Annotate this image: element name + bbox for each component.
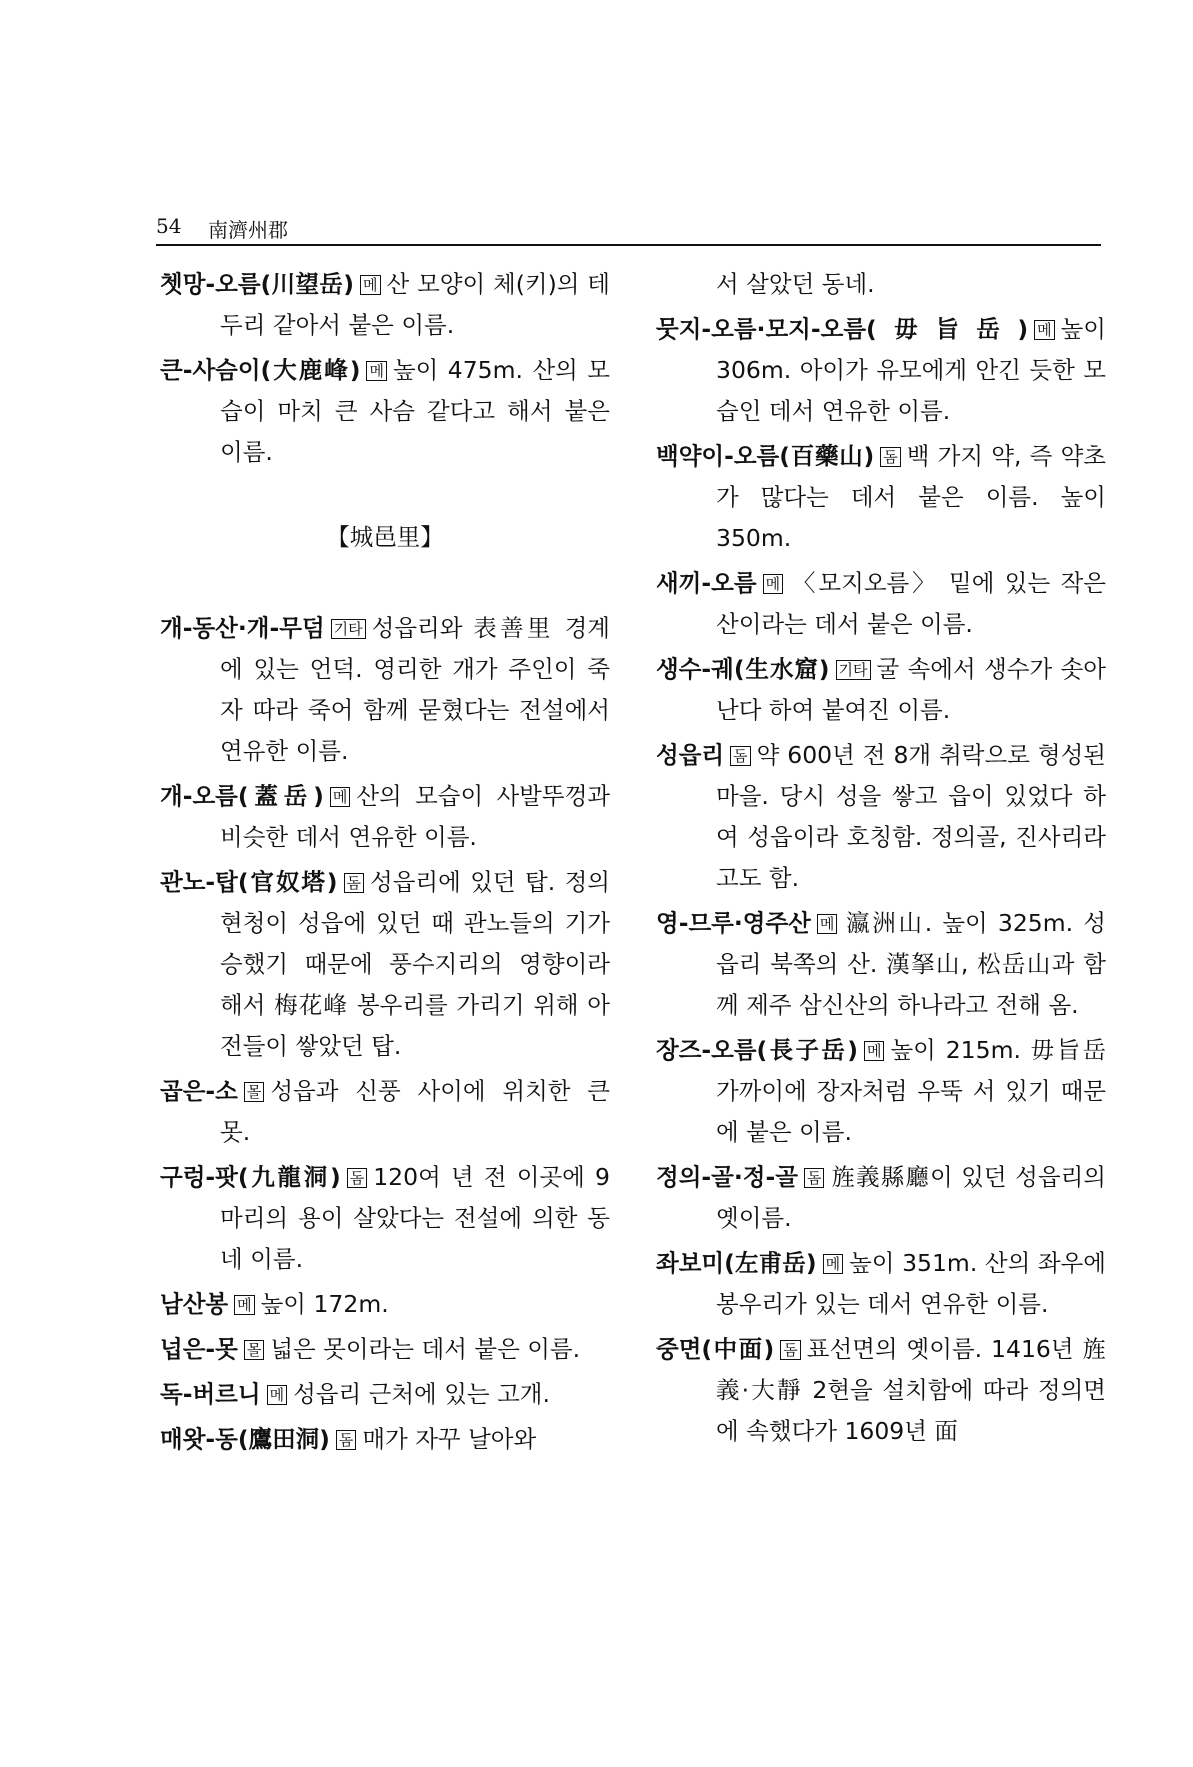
entry-category-tag: 메 [234, 1295, 255, 1315]
entry-category-tag: 메 [864, 1041, 885, 1061]
entry-gae-oreum [160, 776, 610, 858]
entry-body: 약 600년 전 8개 취락으로 형성된 마을. 당시 성을 쌓고 읍이 있었다 하여 성읍이라 호칭함. 정의골, 진사리라고도 함. [716, 741, 1106, 892]
entry-body: 백 가지 약, 즉 약초가 많다는 데서 붙은 이름. 높이 350m. [716, 442, 1106, 552]
entry-body: 120여 년 전 이곳에 9마리의 용이 살았다는 전설에 의한 동네 이름. [220, 1163, 610, 1273]
entry-category-tag: 돔 [347, 1168, 368, 1188]
entry-headword: 개-오름(蓋岳) [160, 782, 324, 810]
entry-baegyagi-oreum [656, 436, 1106, 559]
entry-category-tag: 돔 [780, 1340, 801, 1360]
entry-body: 높이 351m. 산의 좌우에 봉우리가 있는 데서 연유한 이름. [716, 1249, 1106, 1318]
entry-cheotmang-oreum [160, 264, 610, 346]
entry-body: 〈모지오름〉 밑에 있는 작은 산이라는 데서 붙은 이름. [716, 569, 1106, 638]
entry-headword: 좌보미(左甫岳) [656, 1249, 817, 1277]
entry-headword: 생수-궤(生水窟) [656, 655, 830, 683]
entry-mutji-oreum [656, 309, 1106, 432]
entry-category-tag: 돔 [804, 1168, 825, 1188]
section-title: 【城邑里】 [326, 523, 444, 551]
entry-body: 표선면의 옛이름. 1416년 旌義·大靜 2현을 설치함에 따라 정의면에 속했다가 1609년 面 [716, 1335, 1106, 1445]
entry-neobeun-mot [160, 1329, 610, 1370]
entry-body: 瀛洲山. 높이 325m. 성읍리 북쪽의 산. 漢拏山, 松岳山과 함께 제주 삼신산의 하나라고 전해 옴. [716, 909, 1106, 1019]
entry-body: 산 모양이 체(키)의 테두리 같아서 붙은 이름. [220, 270, 610, 339]
entry-headword: 매왓-동(鷹田洞) [160, 1425, 330, 1453]
entry-body: 넓은 못이라는 데서 붙은 이름. [270, 1335, 581, 1363]
entry-headword: 남산봉 [160, 1290, 229, 1318]
entry-headword: 쳇망-오름(川望岳) [160, 270, 355, 298]
entry-namsanbong [160, 1284, 610, 1325]
entry-category-tag: 돔 [344, 873, 365, 893]
entry-headword: 영-므루·영주산 [656, 909, 811, 937]
entry-category-tag: 메 [823, 1254, 844, 1274]
entry-category-tag: 메 [1034, 320, 1055, 340]
entry-maewat-dong [160, 1419, 610, 1460]
page-number: 54 [156, 214, 182, 238]
entry-body: 성읍리 근처에 있는 고개. [293, 1380, 550, 1408]
entry-category-tag: 돔 [336, 1430, 357, 1450]
entry-headword: 넙은-못 [160, 1335, 238, 1363]
entry-gureong-pat [160, 1157, 610, 1280]
entry-category-tag: 몰 [244, 1082, 265, 1102]
entry-category-tag: 메 [763, 574, 784, 594]
entry-saengsu-gwe [656, 649, 1106, 731]
right-column [656, 264, 1106, 1456]
entry-keun-saseumi [160, 350, 610, 473]
entry-seongeupri [656, 735, 1106, 899]
entry-headword: 큰-사슴이(大鹿峰) [160, 356, 361, 384]
entry-headword: 중면(中面) [656, 1335, 775, 1363]
entry-gae-dongsan [160, 608, 610, 772]
entry-headword: 뭇지-오름·모지-오름(毋旨岳) [656, 315, 1029, 343]
entry-body: 산의 모습이 사발뚜껑과 비슷한 데서 연유한 이름. [220, 782, 610, 851]
entry-category-tag: 몰 [244, 1340, 265, 1360]
entry-category-tag: 메 [366, 361, 387, 381]
entry-headword: 성읍리 [656, 741, 725, 769]
entry-body: 굴 속에서 생수가 솟아난다 하여 붙여진 이름. [716, 655, 1106, 724]
entry-gobeun-so [160, 1071, 610, 1153]
entry-headword: 관노-탑(官奴塔) [160, 868, 338, 896]
entry-body: 높이 215m. 毋旨岳 가까이에 장자처럼 우뚝 서 있기 때문에 붙은 이름. [716, 1036, 1106, 1146]
entry-body: 높이 306m. 아이가 유모에게 안긴 듯한 모습인 데서 연유한 이름. [716, 315, 1106, 425]
entry-continuation: 서 살았던 동네. [716, 270, 875, 298]
entry-category-tag: 돔 [730, 746, 751, 766]
entry-gwanno-tap [160, 862, 610, 1067]
entry-category-tag: 메 [817, 914, 838, 934]
entry-category-tag: 기타 [331, 619, 366, 639]
entry-category-tag: 기타 [836, 660, 871, 680]
header-rule [156, 244, 1101, 246]
entry-category-tag: 메 [267, 1385, 288, 1405]
entry-dok-beoreuni [160, 1374, 610, 1415]
entry-saekki-oreum [656, 563, 1106, 645]
page-header [156, 214, 1106, 244]
entry-headword: 백약이-오름(百藥山) [656, 442, 875, 470]
entry-body: 높이 172m. [260, 1290, 389, 1318]
entry-body: 높이 475m. 산의 모습이 마치 큰 사슴 같다고 해서 붙은 이름. [220, 356, 610, 466]
entry-headword: 곱은-소 [160, 1077, 238, 1105]
entry-headword: 구렁-팟(九龍洞) [160, 1163, 341, 1191]
entry-headword: 장즈-오름(長子岳) [656, 1036, 858, 1064]
entry-jungmyeon [656, 1329, 1106, 1452]
entry-jeongui-gol [656, 1157, 1106, 1239]
entry-jangja-oreum [656, 1030, 1106, 1153]
entry-category-tag: 돔 [880, 447, 901, 467]
page-title: 南濟州郡 [208, 218, 288, 242]
entry-jwabomi [656, 1243, 1106, 1325]
left-column [160, 264, 610, 1464]
entry-category-tag: 메 [330, 787, 351, 807]
entry-headword: 새끼-오름 [656, 569, 757, 597]
entry-body: 성읍리와 表善里 경계에 있는 언덕. 영리한 개가 주인이 죽자 따라 죽어 함께 묻혔다는 전설에서 연유한 이름. [220, 614, 610, 765]
entry-body: 旌義縣廳이 있던 성읍리의 옛이름. [716, 1163, 1106, 1232]
entry-headword: 정의-골·정-골 [656, 1163, 798, 1191]
entry-headword: 독-버르니 [160, 1380, 261, 1408]
entry-yeongjusan [656, 903, 1106, 1026]
entry-headword: 개-동산·개-무덤 [160, 614, 325, 642]
entry-body: 성읍리에 있던 탑. 정의현청이 성읍에 있던 때 관노들의 기가 승했기 때문에 풍수지리의 영향이라 해서 梅花峰 봉우리를 가리기 위해 아전들이 쌓았던 탑. [220, 868, 610, 1060]
entry-body: 매가 자꾸 날아와 [362, 1425, 537, 1453]
entry-body: 성읍과 신풍 사이에 위치한 큰 못. [220, 1077, 610, 1146]
entry-category-tag: 메 [360, 275, 381, 295]
